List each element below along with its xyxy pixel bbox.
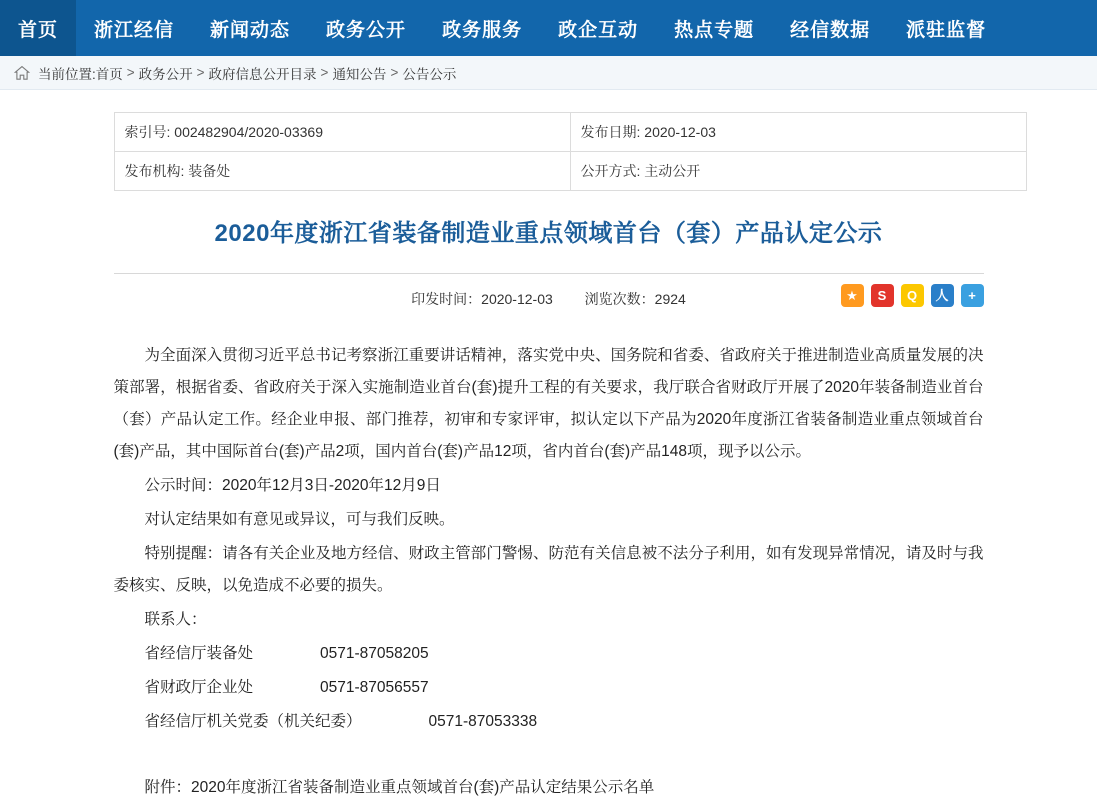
- sina-weibo-icon[interactable]: S: [871, 284, 894, 307]
- paragraph-background: 为全面深入贯彻习近平总书记考察浙江重要讲话精神，落实党中央、国务院和省委、省政府关于推进制造业高质量发展的决策部署，根据省委、省政府关于深入实施制造业首台(套)提升工程的有关要求，我厅联合省财政厅开展了2020年装备制造业首台（套）产品认定工作。经企业申报、部门推荐，初审和专家评审，拟认定以下产品为2020年度浙江省装备制造业重点领域首台(套)产品，其中国际首台(套)产品2项，国内首台(套)产品12项，省内首台(套)产品148项，现予以公示。: [113, 346, 984, 460]
- table-row: [114, 152, 1026, 191]
- nav-item-news[interactable]: [192, 0, 308, 56]
- contact-row: [114, 638, 984, 670]
- breadcrumb-separator: >: [126, 65, 135, 80]
- breadcrumb-separator: >: [196, 65, 205, 80]
- favorite-icon[interactable]: ★: [841, 284, 864, 307]
- breadcrumb-item-disclosure-catalog[interactable]: 政府信息公开目录: [208, 66, 317, 82]
- attachment-line[interactable]: 附件：2020年度浙江省装备制造业重点领域首台(套)产品认定结果公示名单: [144, 778, 655, 796]
- main-navigation: [0, 0, 1097, 56]
- nav-item-label: 派驻监督: [906, 19, 987, 41]
- home-icon: [14, 65, 30, 81]
- paragraph-feedback: 对认定结果如有意见或异议，可与我们反映。: [144, 510, 455, 528]
- nav-item-label: 政务公开: [326, 19, 407, 41]
- nav-item-government-services[interactable]: [424, 0, 540, 56]
- nav-item-label: 浙江经信: [94, 19, 175, 41]
- nav-item-home[interactable]: [0, 0, 76, 56]
- paragraph-publicity-period: 公示时间：2020年12月3日-2020年12月9日: [144, 476, 441, 494]
- meta-disclosure-type: 公开方式: 主动公开: [570, 152, 1026, 191]
- meta-publish-date: 发布日期: 2020-12-03: [570, 113, 1026, 152]
- breadcrumb-separator: >: [390, 65, 399, 80]
- title-divider: [114, 273, 984, 274]
- contact-phone: 0571-87058205: [320, 644, 429, 662]
- document-subinfo: [114, 284, 984, 322]
- breadcrumb-item-announcements[interactable]: 通知公告: [332, 66, 387, 82]
- paragraph-contact-heading: 联系人：: [144, 610, 207, 628]
- document-meta-table: [114, 112, 1027, 191]
- nav-item-supervision[interactable]: [888, 0, 1004, 56]
- breadcrumb-separator: >: [320, 65, 329, 80]
- breadcrumb-item-government-affairs[interactable]: 政务公开: [138, 66, 193, 82]
- share-more-icon[interactable]: +: [961, 284, 984, 307]
- contact-row: [114, 672, 984, 704]
- contact-department: 省经信厅机关党委（机关纪委）: [144, 712, 362, 730]
- meta-index-number: 索引号: 002482904/2020-03369: [114, 113, 570, 152]
- print-date: 印发时间：2020-12-03: [411, 290, 553, 307]
- contact-department: 省财政厅企业处: [144, 678, 254, 696]
- nav-item-zhejiang-jingxin[interactable]: [76, 0, 192, 56]
- nav-item-label: 政务服务: [442, 19, 523, 41]
- nav-item-label: 经信数据: [790, 19, 871, 41]
- nav-item-label: 政企互动: [558, 19, 639, 41]
- page-title: 2020年度浙江省装备制造业重点领域首台（套）产品认定公示: [214, 220, 883, 247]
- breadcrumb: [0, 56, 1097, 90]
- breadcrumb-item-home[interactable]: 首页: [95, 66, 123, 82]
- contact-row: [114, 706, 984, 738]
- contact-phone: 0571-87056557: [320, 678, 429, 696]
- contact-phone: 0571-87053338: [428, 712, 538, 730]
- contact-department: 省经信厅装备处: [144, 644, 254, 662]
- nav-item-data[interactable]: [772, 0, 888, 56]
- nav-item-gov-enterprise[interactable]: [540, 0, 656, 56]
- nav-item-label: 热点专题: [674, 19, 755, 41]
- nav-item-government-affairs[interactable]: [308, 0, 424, 56]
- page-content: [0, 90, 1097, 804]
- article-body: [114, 340, 984, 804]
- table-row: [114, 113, 1026, 152]
- share-icon-group: [841, 284, 984, 307]
- nav-item-hot-topics[interactable]: [656, 0, 772, 56]
- qzone-icon[interactable]: Q: [901, 284, 924, 307]
- nav-item-label: 首页: [18, 19, 59, 41]
- breadcrumb-item-public-notice[interactable]: 公告公示: [402, 66, 457, 82]
- paragraph-special-reminder: 特别提醒：请各有关企业及地方经信、财政主管部门警惕、防范有关信息被不法分子利用，如有发现异常情况，请及时与我委核实、反映，以免造成不必要的损失。: [113, 544, 984, 594]
- nav-item-label: 新闻动态: [210, 19, 291, 41]
- view-count: 浏览次数：2924: [584, 290, 686, 307]
- meta-publisher: 发布机构: 装备处: [114, 152, 570, 191]
- breadcrumb-prefix: 当前位置:: [38, 66, 96, 82]
- renren-icon[interactable]: 人: [931, 284, 954, 307]
